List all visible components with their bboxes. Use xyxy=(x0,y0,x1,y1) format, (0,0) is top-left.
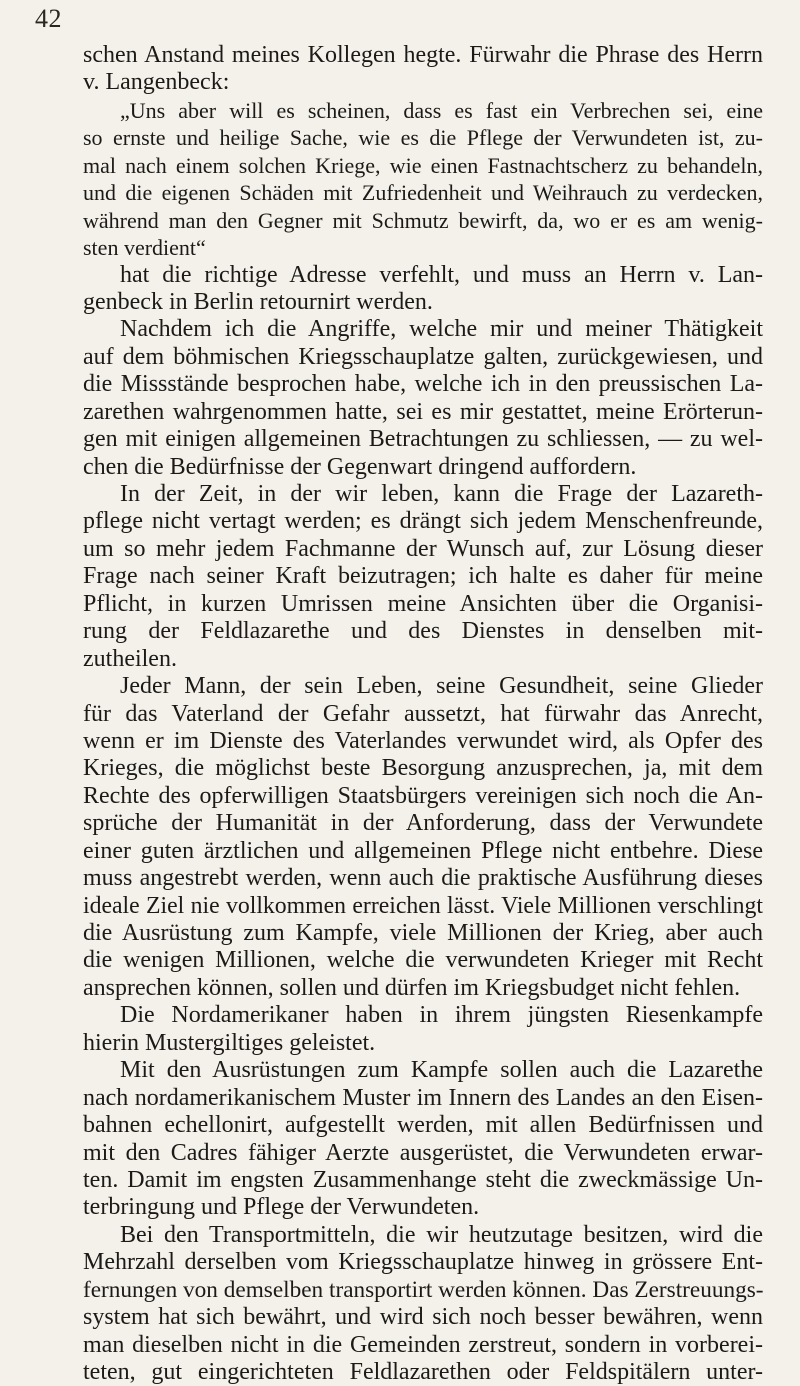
text-line: ansprechen können, sollen und dürfen im Kriegsbudget nicht fehlen. xyxy=(83,974,741,1001)
text-line: Jeder Mann, der sein Leben, seine Gesundheit, seine Glieder xyxy=(120,673,763,700)
text-line: Frage nach seiner Kraft beizutragen; ich halte es daher für meine xyxy=(83,563,763,590)
text-line: v. Langenbeck: xyxy=(83,69,230,96)
text-line: gen mit einigen allgemeinen Betrachtungen zu schliessen, — zu wel- xyxy=(83,426,763,453)
quote-line: und die eigenen Schäden mit Zufriedenheit und Weihrauch zu verdecken, xyxy=(83,180,763,206)
text-line: nach nordamerikanischem Muster im Innern des Landes an den Eisen- xyxy=(83,1084,763,1111)
text-line: Nachdem ich die Angriffe, welche mir und meiner Thätigkeit xyxy=(120,316,763,343)
text-line: Rechte des opferwilligen Staatsbürgers vereinigen sich noch die An- xyxy=(83,782,763,809)
text-line: chen die Bedürfnisse der Gegenwart dringend auffordern. xyxy=(83,453,637,480)
text-line: system hat sich bewährt, und wird sich noch besser bewähren, wenn xyxy=(83,1304,763,1331)
body-text xyxy=(83,42,763,1386)
quote-line: sten verdient“ xyxy=(83,235,206,261)
text-line: Die Nordamerikaner haben in ihrem jüngsten Riesenkampfe xyxy=(120,1002,763,1029)
text-line: mit den Cadres fähiger Aerzte ausgerüstet, die Verwundeten erwar- xyxy=(83,1139,763,1166)
block-quote xyxy=(83,97,763,262)
quote-line: mal nach einem solchen Kriege, wie einen Fastnachtscherz zu behandeln, xyxy=(83,152,763,178)
text-line: Mit den Ausrüstungen zum Kampfe sollen auch die Lazarethe xyxy=(120,1057,763,1084)
text-line: terbringung und Pflege der Verwundeten. xyxy=(83,1194,480,1221)
text-line: man dieselben nicht in die Gemeinden zerstreut, sondern in vorberei- xyxy=(83,1331,763,1358)
text-line: schen Anstand meines Kollegen hegte. Fürwahr die Phrase des Herrn xyxy=(83,42,763,68)
text-line: die Ausrüstung zum Kampfe, viele Millionen der Krieg, aber auch xyxy=(83,920,763,946)
text-line: um so mehr jedem Fachmanne der Wunsch auf, zur Lösung dieser xyxy=(83,535,763,562)
text-line: teten, gut eingerichteten Feldlazarethen oder Feldspitälern unter- xyxy=(83,1359,763,1385)
quote-line: „Uns aber will es scheinen, dass es fast ein Verbrechen sei, eine xyxy=(120,97,763,123)
text-line: Mehrzahl derselben vom Kriegsschauplatze hinweg in grössere Ent- xyxy=(83,1249,763,1276)
text-line: die Missstände besprochen habe, welche ich in den preussischen La- xyxy=(83,371,763,398)
text-line: einer guten ärztlichen und allgemeinen Pflege nicht entbehre. Diese xyxy=(83,837,763,864)
page-number: 42 xyxy=(35,4,62,33)
text-line: auf dem böhmischen Kriegsschauplatze galten, zurückgewiesen, und xyxy=(83,343,763,370)
text-line: rung der Feldlazarethe und des Dienstes in denselben mit- xyxy=(83,618,763,645)
text-line: sprüche der Humanität in der Anforderung, dass der Verwundete xyxy=(83,810,763,837)
text-line: zarethen wahrgenommen hatte, sei es mir gestattet, meine Erörterun- xyxy=(83,398,763,425)
quote-line: so ernste und heilige Sache, wie es die Pflege der Verwundeten ist, zu- xyxy=(83,125,763,151)
text-line: In der Zeit, in der wir leben, kann die Frage der Lazareth- xyxy=(120,481,763,507)
text-line: Bei den Transportmitteln, die wir heutzutage besitzen, wird die xyxy=(120,1221,763,1248)
text-line: zutheilen. xyxy=(83,645,177,672)
text-line: pflege nicht vertagt werden; es drängt sich jedem Menschenfreunde, xyxy=(83,508,763,535)
text-line: Krieges, die möglichst beste Besorgung anzusprechen, ja, mit dem xyxy=(83,755,763,782)
text-line: ideale Ziel nie vollkommen erreichen lässt. Viele Millionen verschlingt xyxy=(83,892,763,919)
text-line: für das Vaterland der Gefahr aussetzt, hat fürwahr das Anrecht, xyxy=(83,700,763,727)
text-line: muss angestrebt werden, wenn auch die praktische Ausführung dieses xyxy=(83,865,763,892)
text-line: bahnen echellonirt, aufgestellt werden, mit allen Bedürfnissen und xyxy=(83,1112,763,1139)
text-line: hierin Mustergiltiges geleistet. xyxy=(83,1029,376,1056)
quote-line: während man den Gegner mit Schmutz bewirft, da, wo er es am wenig- xyxy=(83,207,763,233)
text-line: fernungen von demselben transportirt werden können. Das Zerstreuungs- xyxy=(83,1276,764,1303)
text-line: hat die richtige Adresse verfehlt, und muss an Herrn v. Lan- xyxy=(120,261,763,288)
text-line: wenn er im Dienste des Vaterlandes verwundet wird, als Opfer des xyxy=(83,727,763,754)
text-line: die wenigen Millionen, welche die verwundeten Krieger mit Recht xyxy=(83,947,763,974)
text-line: Pflicht, in kurzen Umrissen meine Ansichten über die Organisi- xyxy=(83,590,763,617)
text-line: genbeck in Berlin retournirt werden. xyxy=(83,288,433,315)
text-line: ten. Damit im engsten Zusammenhange steht die zweckmässige Un- xyxy=(83,1166,763,1193)
